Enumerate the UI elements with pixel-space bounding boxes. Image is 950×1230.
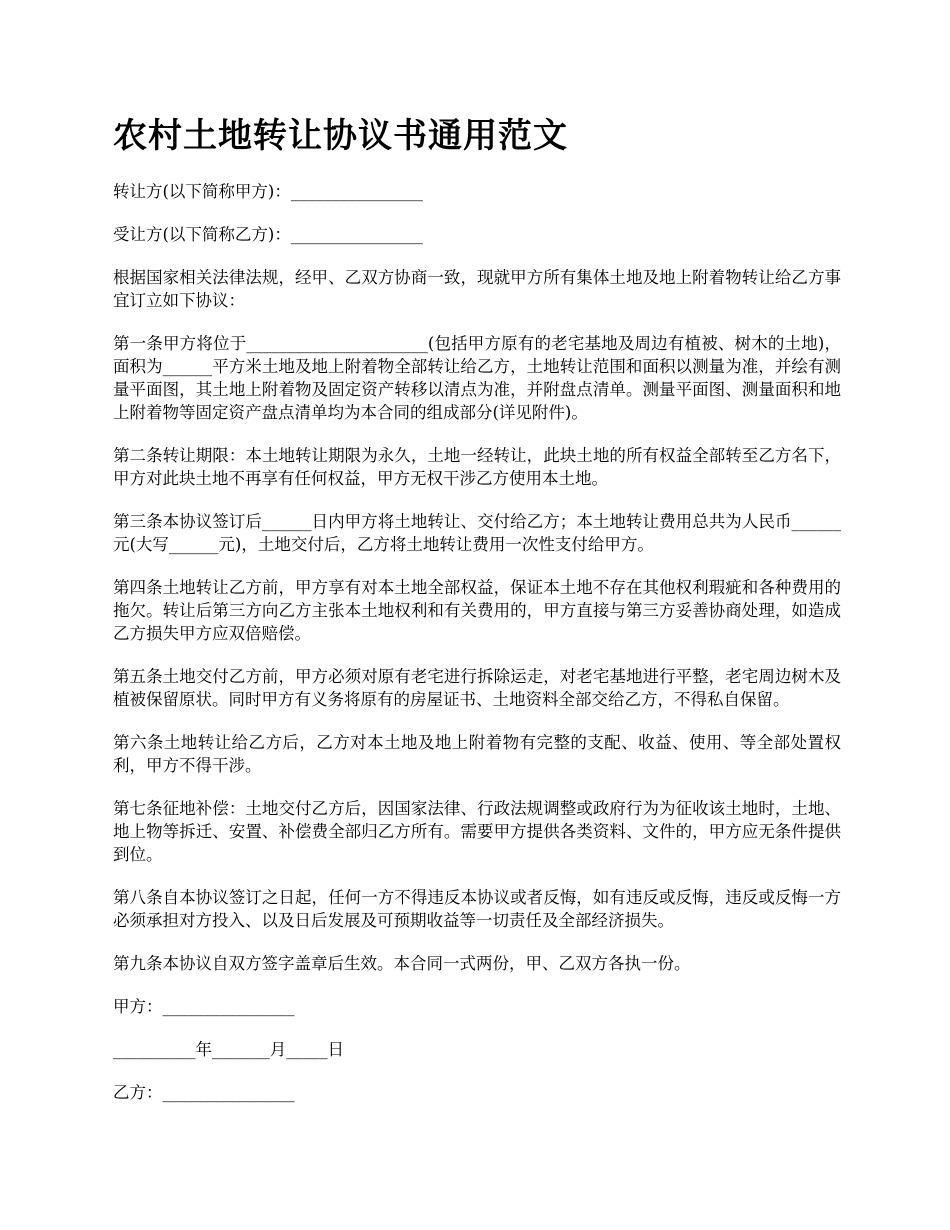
party-b-signature-line: 乙方：________________ xyxy=(113,1083,295,1102)
transferee-line: 受让方(以下简称乙方)：________________ xyxy=(113,225,423,244)
article-4: 第四条土地转让乙方前，甲方享有对本土地全部权益，保证本土地不存在其他权利瑕疵和各种费用的拖欠。转让后第三方向乙方主张本土地权利和有关费用的，甲方直接与第三方妥善协商处理，如造成乙方损失甲方应双倍赔偿。 xyxy=(113,578,841,643)
date-line: __________年_______月_____日 xyxy=(113,1040,344,1059)
article-5: 第五条土地交付乙方前，甲方必须对原有老宅进行拆除运走，对老宅基地进行平整，老宅周边树木及植被保留原状。同时甲方有义务将原有的房屋证书、土地资料全部交给乙方，不得私自保留。 xyxy=(113,667,841,709)
article-2: 第二条转让期限：本土地转让期限为永久，土地一经转让，此块土地的所有权益全部转至乙方名下，甲方对此块土地不再享有任何权益，甲方无权干涉乙方使用本土地。 xyxy=(113,446,841,488)
article-6: 第六条土地转让给乙方后，乙方对本土地及地上附着物有完整的支配、收益、使用、等全部处置权利，甲方不得干涉。 xyxy=(113,733,841,775)
article-7: 第七条征地补偿：土地交付乙方后，因国家法律、行政法规调整或政府行为为征收该土地时，土地、地上物等拆迁、安置、补偿费全部归乙方所有。需要甲方提供各类资料、文件的，甲方应无条件提供到位。 xyxy=(113,799,841,864)
document-page xyxy=(113,112,841,1124)
article-3: 第三条本协议签订后______日内甲方将土地转让、交付给乙方；本土地转让费用总共为人民币______元(大写______元)，土地交付后，乙方将土地转让费用一次性支付给甲方。 xyxy=(113,512,841,554)
party-a-signature-line: 甲方：________________ xyxy=(113,997,295,1016)
article-1: 第一条甲方将位于______________________(包括甲方原有的老宅基地及周边有植被、树木的土地)，面积为______平方米土地及地上附着物全部转让给乙方，土地转让范围和面积以测量为准，并绘有测量平面图，其土地上附着物及固定资产转移以清点为准，并附盘点清单。测量平面图、测量面积和地上附着物等固定资产盘点清单均为本合同的组成部分(详见附件)。 xyxy=(113,334,841,422)
document-title: 农村土地转让协议书通用范文 xyxy=(113,116,568,156)
article-9: 第九条本协议自双方签字盖章后生效。本合同一式两份，甲、乙双方各执一份。 xyxy=(113,954,691,973)
article-8: 第八条自本协议签订之日起，任何一方不得违反本协议或者反悔，如有违反或反悔，违反或反悔一方必须承担对方投入、以及日后发展及可预期收益等一切责任及全部经济损失。 xyxy=(113,888,841,930)
transferor-line: 转让方(以下简称甲方)：________________ xyxy=(113,182,423,201)
preamble-paragraph: 根据国家相关法律法规，经甲、乙双方协商一致，现就甲方所有集体土地及地上附着物转让给乙方事宜订立如下协议： xyxy=(113,268,841,310)
